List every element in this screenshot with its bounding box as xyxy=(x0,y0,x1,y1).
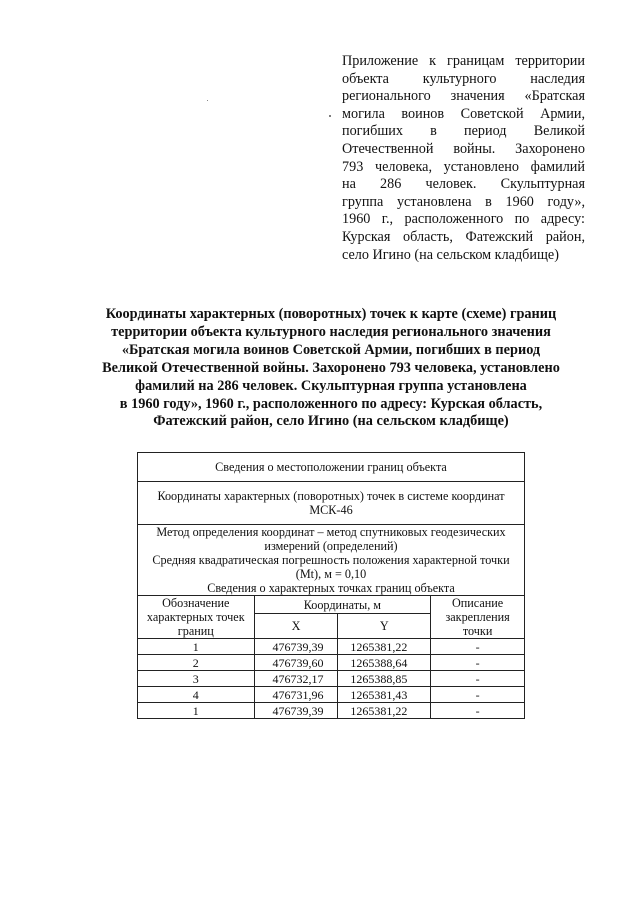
x-cell: 476731,96 xyxy=(254,687,338,703)
desc-cell: - xyxy=(431,639,525,655)
y-cell: 1265381,43 xyxy=(338,687,431,703)
y-cell: 1265381,22 xyxy=(338,703,431,719)
col-description xyxy=(431,596,525,639)
col-y: Y xyxy=(338,614,431,639)
desc-cell: - xyxy=(431,687,525,703)
appendix-note xyxy=(342,53,585,264)
method-line: измерений (определений) xyxy=(264,539,398,553)
method-cell xyxy=(138,525,525,596)
x-cell: 476739,39 xyxy=(254,703,338,719)
x-cell: 476739,39 xyxy=(254,639,338,655)
table-row xyxy=(138,687,525,703)
title-line: Координаты характерных (поворотных) точек к карте (схеме) границ xyxy=(105,306,557,322)
appendix-line: регионального значения «Братская xyxy=(342,88,585,105)
appendix-line: Курская область, Фатежский район, xyxy=(342,228,585,245)
scan-speck xyxy=(207,100,208,101)
point-cell: 3 xyxy=(138,671,255,687)
col-x: X xyxy=(254,614,338,639)
point-cell: 1 xyxy=(138,703,255,719)
title-line: Фатежский район, село Игино (на сельском кладбище) xyxy=(153,413,509,430)
point-cell: 1 xyxy=(138,639,255,655)
method-line: Метод определения координат – метод спутниковых геодезических xyxy=(156,525,506,539)
point-cell: 2 xyxy=(138,655,255,671)
location-header: Сведения о местоположении границ объекта xyxy=(138,453,525,482)
table-row xyxy=(138,703,525,719)
x-cell: 476732,17 xyxy=(254,671,338,687)
y-cell: 1265388,85 xyxy=(338,671,431,687)
appendix-line: на 286 человек. Скульптурная xyxy=(342,176,585,193)
title-line: «Братская могила воинов Советской Армии, погибших в период xyxy=(121,341,541,358)
table-header-row xyxy=(138,453,525,482)
coordinate-system-line: Координаты характерных (поворотных) точек в системе координат xyxy=(157,489,505,503)
title-line: в 1960 году», 1960 г., расположенного по адресу: Курская область, xyxy=(119,395,543,412)
table-header-row xyxy=(138,482,525,525)
col-designation-line: характерных точек xyxy=(146,610,245,624)
desc-cell: - xyxy=(431,671,525,687)
appendix-line: 793 человека, установлено фамилий xyxy=(342,158,585,175)
col-designation xyxy=(138,596,255,639)
y-cell: 1265388,64 xyxy=(338,655,431,671)
y-cell: 1265381,22 xyxy=(338,639,431,655)
appendix-line: 1960 г., расположенного по адресу: xyxy=(342,211,585,228)
col-designation-line: Обозначение xyxy=(162,596,230,610)
appendix-line: погибших в период Великой xyxy=(342,123,585,140)
desc-cell: - xyxy=(431,655,525,671)
table-row xyxy=(138,655,525,671)
point-cell: 4 xyxy=(138,687,255,703)
appendix-line: село Игино (на сельском кладбище) xyxy=(342,246,559,263)
col-description-line: точки xyxy=(462,624,493,638)
scan-speck xyxy=(329,115,331,117)
coordinate-system-name: МСК-46 xyxy=(309,503,353,517)
accuracy-value: (Mt), м = 0,10 xyxy=(295,567,367,581)
table-row xyxy=(138,671,525,687)
accuracy-line: Средняя квадратическая погрешность положения характерной точки xyxy=(152,553,510,567)
title-line: фамилий на 286 человек. Скульптурная группа установлена xyxy=(135,377,527,394)
points-info-line: Сведения о характерных точках границ объекта xyxy=(207,581,455,595)
column-header-row xyxy=(138,596,525,614)
appendix-line: Приложение к границам территории xyxy=(342,53,585,69)
desc-cell: - xyxy=(431,703,525,719)
coordinate-system-cell xyxy=(138,482,525,525)
col-coordinates: Координаты, м xyxy=(254,596,431,614)
appendix-line: группа установлена в 1960 году», xyxy=(342,193,585,210)
document-title xyxy=(96,306,566,431)
coordinates-table xyxy=(137,452,525,719)
title-line: территории объекта культурного наследия регионального значения xyxy=(111,323,551,340)
title-line: Великой Отечественной войны. Захоронено 793 человека, установлено xyxy=(102,359,560,376)
appendix-line: объекта культурного наследия xyxy=(342,70,585,87)
appendix-line: могила воинов Советской Армии, xyxy=(342,105,585,122)
table-header-row xyxy=(138,525,525,596)
appendix-line: Отечественной войны. Захоронено xyxy=(342,140,585,157)
col-designation-line: границ xyxy=(177,624,214,638)
col-description-line: закрепления xyxy=(445,610,510,624)
x-cell: 476739,60 xyxy=(254,655,338,671)
col-description-line: Описание xyxy=(451,596,504,610)
table-row xyxy=(138,639,525,655)
